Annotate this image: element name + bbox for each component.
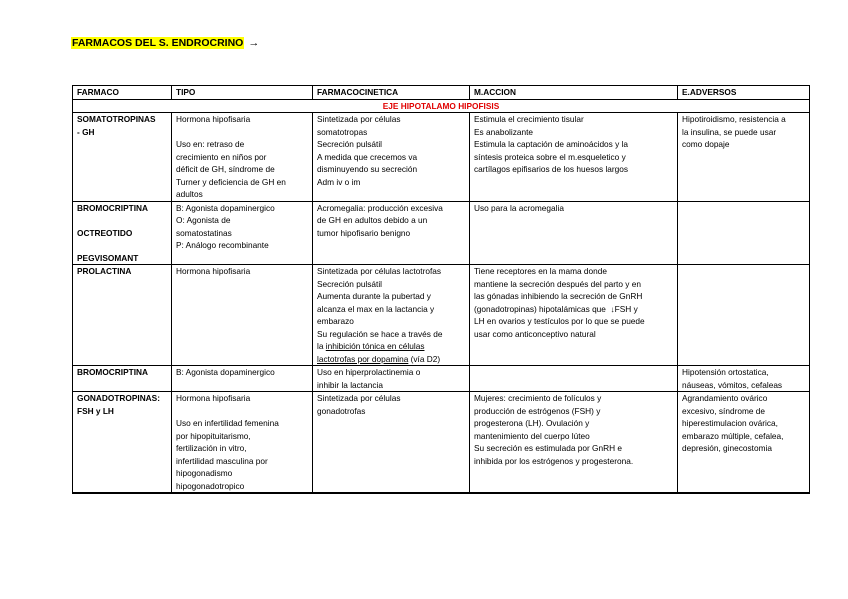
cell-line: B: Agonista dopaminergico (176, 367, 275, 377)
cell-farmacocinetica (313, 201, 470, 265)
cell-farmaco (73, 366, 172, 392)
cell-farmacocinetica (313, 392, 470, 494)
cell-adversos (678, 366, 810, 392)
cell-line: Uso en infertilidad femenina (176, 418, 279, 428)
cell-line: Hormona hipofisaria (176, 393, 251, 403)
table-row (73, 113, 810, 202)
cell-line: Aumenta durante la pubertad y (317, 291, 431, 301)
cell-line (77, 214, 167, 227)
cell-line: síntesis proteica sobre el m.esqueletico y (474, 151, 626, 162)
cell-line: Acromegalia: producción excesiva (317, 202, 443, 213)
cell-line: Hormona hipofisaria (176, 266, 251, 276)
section-row (73, 99, 810, 113)
cell-line: la insulina, se puede usar (682, 126, 777, 137)
header-row (73, 86, 810, 100)
cell-line: Uso en hiperprolactinemia o (317, 367, 421, 377)
header-farmacocinetica: FARMACOCINETICA (313, 86, 470, 100)
cell-adversos (678, 113, 810, 202)
cell-tipo (172, 366, 313, 392)
cell-tipo (172, 265, 313, 366)
cell-line: producción de estrógenos (FSH) y (474, 405, 601, 416)
cell-line: Adm iv o im (317, 176, 361, 187)
title-text: FARMACOS DEL S. ENDROCRINO (72, 37, 244, 49)
cell-line: Secreción pulsátil (317, 139, 383, 149)
cell-line: Sintetizada por células (317, 114, 401, 124)
cell-line: Es anabolizante (474, 126, 534, 137)
cell-line (317, 353, 465, 366)
cell-adversos (678, 265, 810, 366)
cell-line: por hipopituitarismo, (176, 430, 251, 441)
document-title (71, 37, 259, 49)
cell-line: las gónadas inhibiendo la secreción de GnRH (474, 291, 643, 301)
cell-line: A medida que crecemos va (317, 151, 418, 162)
cell-line: infertilidad masculina por (176, 455, 268, 466)
cell-line: progesterona (LH). Ovulación y (474, 418, 590, 428)
cell-line: somatostatinas (176, 227, 232, 238)
underlined-text: inhibición tónica en células (325, 341, 425, 351)
cell-line: BROMOCRIPTINA (77, 367, 148, 377)
cell-line: - GH (77, 126, 95, 137)
cell-line: hipogonadotropico (176, 480, 245, 491)
cell-farmacocinetica (313, 113, 470, 202)
cell-line: hipogonadismo (176, 468, 233, 478)
cell-adversos (678, 201, 810, 265)
cell-line: como dopaje (682, 139, 730, 149)
cell-line: depresión, ginecostomia (682, 443, 772, 453)
cell-line: B: Agonista dopaminergico (176, 202, 275, 213)
cell-tipo (172, 392, 313, 494)
cell-line: (gonadotropinas) hipotalámicas que ↓FSH y (474, 303, 638, 314)
cell-accion (470, 113, 678, 202)
cell-line: embarazo (317, 316, 354, 326)
cell-farmaco (73, 201, 172, 265)
cell-line: inhibida por los estrógenos y progesterona. (474, 455, 634, 466)
cell-line: Su regulación se hace a través de (317, 328, 443, 339)
cell-line: usar como anticonceptivo natural (474, 328, 596, 339)
cell-accion (470, 201, 678, 265)
cell-line: LH en ovarios y testículos por lo que se puede (474, 316, 645, 326)
drug-table (72, 85, 810, 494)
table-row (73, 366, 810, 392)
cell-line: Hormona hipofisaria (176, 114, 251, 124)
cell-line: FSH y LH (77, 405, 114, 416)
cell-farmaco (73, 113, 172, 202)
cell-farmacocinetica (313, 366, 470, 392)
cell-line: OCTREOTIDO (77, 227, 133, 238)
cell-line: mantenimiento del cuerpo lúteo (474, 430, 590, 441)
cell-line: Su secreción es estimulada por GnRH e (474, 443, 623, 453)
cell-line: Uso en: retraso de (176, 139, 245, 149)
cell-line: Estimula el crecimiento tisular (474, 114, 584, 124)
cell-adversos (678, 392, 810, 494)
header-accion: M.ACCION (470, 86, 678, 100)
cell-line: O: Agonista de (176, 215, 231, 225)
cell-line: Sintetizada por células (317, 393, 401, 403)
cell-line: SOMATOTROPINAS (77, 114, 156, 124)
table-row (73, 201, 810, 265)
cell-line: Uso para la acromegalia (474, 202, 564, 213)
cell-farmaco (73, 392, 172, 494)
cell-line: Hipotiroidismo, resistencia a (682, 114, 786, 124)
cell-line: disminuyendo su secreción (317, 164, 418, 174)
header-tipo: TIPO (172, 86, 313, 100)
cell-line: Hipotensión ortostatica, (682, 367, 769, 377)
cell-line: PEGVISOMANT (77, 252, 139, 263)
text-prefix: la (317, 341, 326, 351)
cell-line: cartílagos epifisarios de los huesos largos (474, 164, 629, 174)
cell-line (176, 405, 308, 418)
cell-line: Tiene receptores en la mama donde (474, 266, 607, 276)
cell-accion (470, 366, 678, 392)
cell-line: inhibir la lactancia (317, 379, 383, 390)
cell-line: hiperestimulacion ovárica, (682, 418, 778, 428)
header-farmaco: FARMACO (73, 86, 172, 100)
header-adversos: E.ADVERSOS (678, 86, 810, 100)
cell-line: Secreción pulsátil (317, 278, 383, 289)
cell-line (176, 126, 308, 139)
cell-line: gonadotrofas (317, 405, 366, 416)
cell-farmacocinetica (313, 265, 470, 366)
cell-line: embarazo múltiple, cefalea, (682, 430, 784, 441)
underlined-text: lactotrofas por dopamina (317, 353, 409, 364)
cell-line: tumor hipofisario benigno (317, 227, 411, 238)
cell-tipo (172, 201, 313, 265)
cell-line: PROLACTINA (77, 266, 132, 276)
cell-line: náuseas, vómitos, cefaleas (682, 379, 783, 390)
cell-line: déficit de GH, síndrome de (176, 164, 275, 174)
cell-line: P: Análogo recombinante (176, 240, 269, 250)
table-row (73, 265, 810, 366)
cell-line: crecimiento en niños por (176, 151, 267, 162)
cell-line: fertilización in vitro, (176, 443, 247, 453)
cell-line: Turner y deficiencia de GH en (176, 176, 286, 187)
cell-tipo (172, 113, 313, 202)
cell-line: GONADOTROPINAS: (77, 393, 160, 403)
arrow-right-icon: → (248, 37, 260, 49)
cell-line (77, 239, 167, 252)
cell-line: mantiene la secreción después del parto y en (474, 278, 641, 289)
cell-line: Mujeres: crecimiento de folículos y (474, 393, 602, 403)
text-suffix: (vía D2) (408, 353, 441, 364)
table-row (73, 392, 810, 494)
cell-line (317, 340, 465, 353)
cell-line: Agrandamiento ovárico (682, 393, 768, 403)
cell-line: Sintetizada por células lactotrofas (317, 266, 442, 276)
cell-line: alcanza el max en la lactancia y (317, 303, 435, 314)
cell-line: BROMOCRIPTINA (77, 202, 148, 213)
cell-line: somatotropas (317, 126, 368, 137)
cell-line: Estimula la captación de aminoácidos y la (474, 139, 629, 149)
cell-line: adultos (176, 189, 203, 199)
cell-line: de GH en adultos debido a un (317, 215, 428, 225)
cell-accion (470, 392, 678, 494)
cell-accion (470, 265, 678, 366)
section-title: EJE HIPOTALAMO HIPOFISIS (73, 99, 810, 113)
cell-line: excesivo, síndrome de (682, 405, 766, 416)
cell-farmaco (73, 265, 172, 366)
